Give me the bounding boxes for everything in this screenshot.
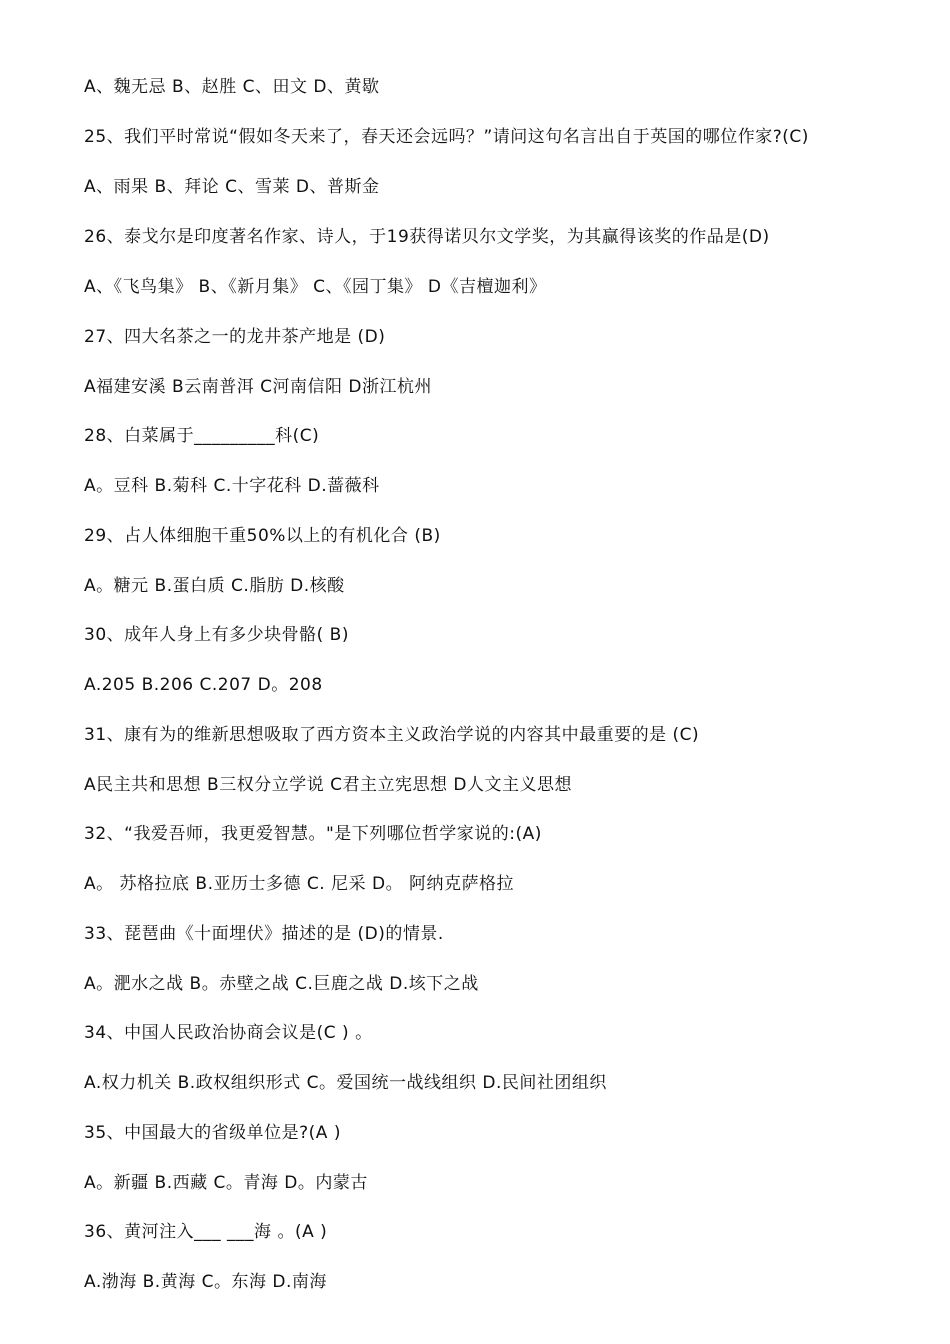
question-35: 35、中国最大的省级单位是?(A ) [84, 1123, 341, 1143]
answer-options-24: A、魏无忌 B、赵胜 C、田文 D、黄歇 [84, 77, 380, 97]
question-27: 27、四大名茶之一的龙井茶产地是 (D) [84, 327, 386, 347]
question-26: 26、泰戈尔是印度著名作家、诗人，于19获得诺贝尔文学奖，为其赢得该奖的作品是(D) [84, 227, 770, 247]
answer-options-32: A。 苏格拉底 B.亚历士多德 C. 尼采 D。 阿纳克萨格拉 [84, 874, 514, 894]
answer-options-30: A.205 B.206 C.207 D。208 [84, 675, 323, 695]
question-30: 30、成年人身上有多少块骨骼( B) [84, 625, 349, 645]
question-36: 36、黄河注入___ ___海 。(A ) [84, 1222, 328, 1242]
answer-options-34: A.权力机关 B.政权组织形式 C。爱国统一战线组织 D.民间社团组织 [84, 1073, 607, 1093]
answer-options-33: A。淝水之战 B。赤壁之战 C.巨鹿之战 D.垓下之战 [84, 974, 479, 994]
answer-options-29: A。糖元 B.蛋白质 C.脂肪 D.核酸 [84, 576, 345, 596]
question-33: 33、琵琶曲《十面埋伏》描述的是 (D)的情景. [84, 924, 444, 944]
question-29: 29、占人体细胞干重50%以上的有机化合 (B) [84, 526, 441, 546]
answer-options-27: A福建安溪 B云南普洱 C河南信阳 D浙江杭州 [84, 377, 432, 397]
answer-options-35: A。新疆 B.西藏 C。青海 D。内蒙古 [84, 1173, 368, 1193]
question-32: 32、“我爱吾师，我更爱智慧。"是下列哪位哲学家说的:(A) [84, 824, 542, 844]
answer-options-36: A.渤海 B.黄海 C。东海 D.南海 [84, 1272, 327, 1292]
question-31: 31、康有为的维新思想吸取了西方资本主义政治学说的内容其中最重要的是 (C) [84, 725, 700, 745]
question-34: 34、中国人民政治协商会议是(C ) 。 [84, 1023, 373, 1043]
answer-options-26: A、《飞鸟集》 B、《新月集》 C、《园丁集》 D《吉檀迦利》 [84, 277, 547, 297]
question-25: 25、我们平时常说“假如冬天来了，春天还会远吗？”请问这句名言出自于英国的哪位作家?(C) [84, 127, 809, 147]
answer-options-31: A民主共和思想 B三权分立学说 C君主立宪思想 D人文主义思想 [84, 775, 572, 795]
answer-options-28: A。豆科 B.菊科 C.十字花科 D.蔷薇科 [84, 476, 380, 496]
answer-options-25: A、雨果 B、拜论 C、雪莱 D、普斯金 [84, 177, 380, 197]
question-28: 28、白菜属于_________科(C) [84, 426, 320, 446]
